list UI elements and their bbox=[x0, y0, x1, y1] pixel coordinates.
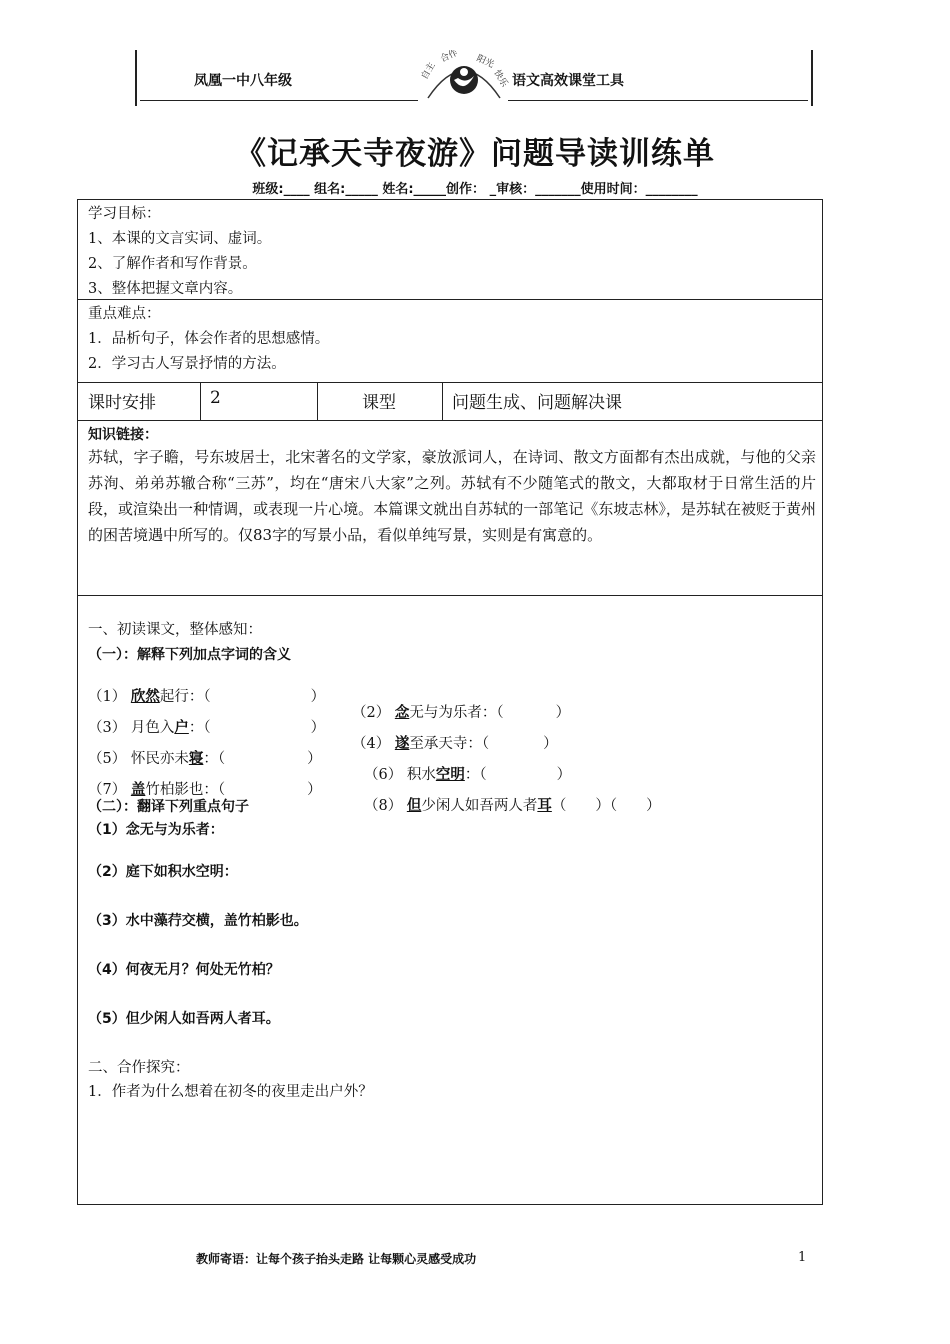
question-1: 1．作者为什么想着在初冬的夜里走出户外？ bbox=[88, 1084, 373, 1100]
schedule-value: 2 bbox=[210, 388, 221, 408]
vocab-item: （1） 欣然起行：（ ） bbox=[88, 689, 326, 705]
header-right-text: 语文高效课堂工具 bbox=[512, 73, 624, 89]
keypoint-item: 1．品析句子，体会作者的思想感情。 bbox=[88, 331, 330, 347]
vocab-heading: （一）：解释下列加点字词的含义 bbox=[88, 647, 291, 663]
vocab-item: （8） 但少闲人如吾两人者耳（ ）（ ） bbox=[364, 798, 661, 814]
schedule-label: 课时安排 bbox=[88, 393, 156, 413]
header-left-text: 凤凰一中八年级 bbox=[194, 73, 292, 89]
svg-text:自主: 自主 bbox=[419, 60, 438, 82]
goal-item: 2、了解作者和写作背景。 bbox=[88, 256, 257, 272]
svg-text:快乐: 快乐 bbox=[491, 68, 510, 90]
schedule-row bbox=[78, 383, 822, 420]
knowledge-heading: 知识链接： bbox=[88, 427, 158, 443]
divider bbox=[78, 420, 822, 421]
keypoint-item: 2．学习古人写景抒情的方法。 bbox=[88, 356, 286, 372]
header-rule-left bbox=[140, 100, 418, 101]
page-title: 《记承天寺夜游》问题导读训练单 bbox=[235, 136, 715, 172]
vocab-item: （4） 遂至承天寺：（ ） bbox=[352, 736, 558, 752]
divider bbox=[78, 299, 822, 300]
translate-sentence: （1）念无与为乐者： bbox=[88, 822, 224, 838]
translate-sentence: （4）何夜无月？何处无竹柏？ bbox=[88, 962, 280, 978]
vocab-item: （5） 怀民亦未寝：（ ） bbox=[88, 751, 322, 767]
section2-heading: 二、合作探究： bbox=[88, 1060, 190, 1076]
keypoints-section bbox=[88, 302, 329, 377]
vocab-item: （7） 盖竹柏影也：（ ） bbox=[88, 782, 322, 798]
goal-item: 1、本课的文言实词、虚词。 bbox=[88, 231, 272, 247]
header-right-bar bbox=[811, 50, 813, 106]
goals-section bbox=[88, 202, 271, 302]
divider bbox=[200, 383, 201, 420]
goals-heading: 学习目标： bbox=[88, 206, 161, 222]
worksheet-table bbox=[77, 199, 823, 1205]
keypoints-heading: 重点难点： bbox=[88, 306, 161, 322]
vocab-item: （2） 念无与为乐者：（ ） bbox=[352, 705, 571, 721]
vocab-item: （3） 月色入户：（ ） bbox=[88, 720, 326, 736]
page-number: 1 bbox=[798, 1250, 807, 1265]
translate-sentence: （2）庭下如积水空明： bbox=[88, 864, 238, 880]
section1-heading: 一、初读课文，整体感知： bbox=[88, 622, 262, 638]
header-rule-right bbox=[508, 100, 808, 101]
divider bbox=[442, 383, 443, 420]
svg-text:合作: 合作 bbox=[439, 50, 460, 65]
teacher-motto: 教师寄语：让每个孩子抬头走路 让每颗心灵感受成功 bbox=[196, 1252, 477, 1266]
header-left-bar bbox=[135, 50, 137, 106]
school-logo bbox=[418, 50, 510, 106]
goal-item: 3、整体把握文章内容。 bbox=[88, 281, 243, 297]
knowledge-body: 苏轼，字子瞻，号东坡居士，北宋著名的文学家，豪放派词人，在诗词、散文方面都有杰出成就，与他的父亲苏洵、弟弟苏辙合称“三苏”，均在“唐宋八大家”之列。苏轼有不少随笔式的散文，大都取材于日常生活的片段，或渲染出一种情调，或表现一片心境。本篇课文就出自苏轼的一部笔记《东坡志林》，是苏轼在被贬于黄州的困苦境遇中所写的。仅83字的写景小品，看似单纯写景，实则是有寓意的。 bbox=[88, 448, 816, 544]
divider bbox=[317, 383, 318, 420]
svg-text:阳光: 阳光 bbox=[474, 53, 496, 71]
vocab-item: （6） 积水空明：（ ） bbox=[364, 767, 572, 783]
divider bbox=[78, 595, 822, 596]
translate-heading: （二）：翻译下列重点句子 bbox=[88, 799, 249, 815]
translate-sentence: （5）但少闲人如吾两人者耳。 bbox=[88, 1011, 280, 1027]
lesson-type-label: 课型 bbox=[362, 393, 396, 413]
lesson-type-value: 问题生成、问题解决课 bbox=[452, 393, 622, 413]
info-line: 班级:____ 组名:_____ 姓名:_____创作： _审核：_______使用时间：________ bbox=[252, 182, 698, 197]
translate-sentence: （3）水中藻荇交横，盖竹柏影也。 bbox=[88, 913, 308, 929]
